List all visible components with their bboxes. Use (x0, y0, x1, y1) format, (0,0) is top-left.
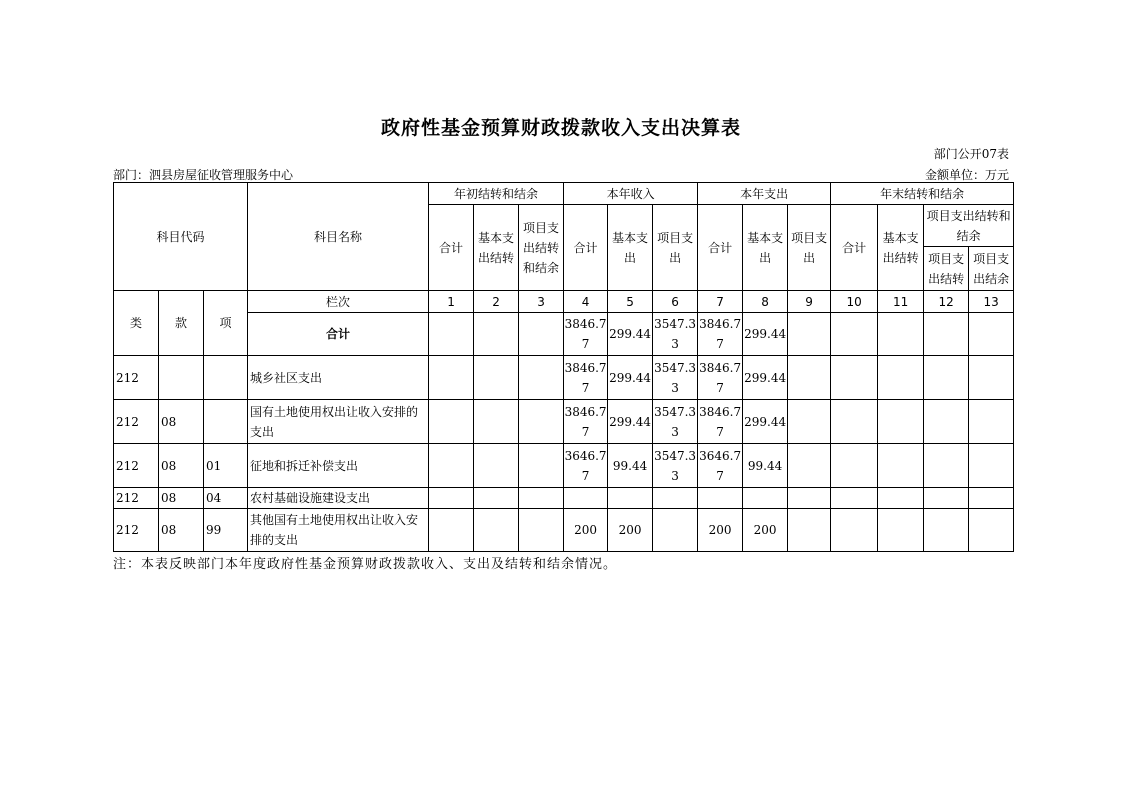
row-cell (429, 444, 474, 488)
row-cell (969, 488, 1014, 509)
row-cell: 299.44 (743, 356, 788, 400)
total-cell (429, 313, 474, 356)
header-xiang: 项 (204, 291, 248, 356)
row-cell (519, 488, 564, 509)
column-number: 5 (608, 291, 653, 313)
column-number: 2 (474, 291, 519, 313)
row-cell: 299.44 (608, 400, 653, 444)
row-cell (878, 488, 924, 509)
header-expense-basic: 基本支出 (743, 205, 788, 291)
row-lei: 212 (114, 444, 159, 488)
column-number: 7 (698, 291, 743, 313)
header-expense-project: 项目支出 (788, 205, 831, 291)
row-cell (608, 488, 653, 509)
row-cell (831, 488, 878, 509)
header-begin-basic: 基本支出结转 (474, 205, 519, 291)
header-subject-code: 科目代码 (114, 183, 248, 291)
row-cell (788, 444, 831, 488)
row-cell (743, 488, 788, 509)
column-number: 4 (564, 291, 608, 313)
row-subject-name: 国有土地使用权出让收入安排的支出 (248, 400, 429, 444)
total-cell (831, 313, 878, 356)
row-cell (878, 356, 924, 400)
row-cell (564, 488, 608, 509)
row-cell (429, 356, 474, 400)
column-number: 12 (924, 291, 969, 313)
header-end-basic: 基本支出结转 (878, 205, 924, 291)
column-number: 8 (743, 291, 788, 313)
row-cell: 3846.77 (698, 400, 743, 444)
page-title: 政府性基金预算财政拨款收入支出决算表 (380, 117, 741, 139)
row-cell: 3646.77 (564, 444, 608, 488)
row-cell: 3846.77 (564, 356, 608, 400)
row-cell (831, 400, 878, 444)
row-cell (878, 444, 924, 488)
total-cell (519, 313, 564, 356)
header-end-project: 项目支出结转和结余 (924, 205, 1014, 247)
header-end-total: 合计 (831, 205, 878, 291)
row-cell: 3547.33 (653, 444, 698, 488)
column-number: 3 (519, 291, 564, 313)
table-row (114, 509, 1014, 552)
row-cell: 200 (564, 509, 608, 552)
row-cell (831, 444, 878, 488)
row-xiang (204, 400, 248, 444)
row-cell: 299.44 (608, 356, 653, 400)
row-cell (474, 400, 519, 444)
total-cell (474, 313, 519, 356)
total-cell: 3547.33 (653, 313, 698, 356)
row-lei: 212 (114, 400, 159, 444)
row-xiang: 99 (204, 509, 248, 552)
row-lei: 212 (114, 356, 159, 400)
row-cell: 200 (743, 509, 788, 552)
row-cell (924, 356, 969, 400)
row-xiang: 01 (204, 444, 248, 488)
row-cell (924, 509, 969, 552)
row-cell: 3846.77 (698, 356, 743, 400)
total-cell (969, 313, 1014, 356)
column-number: 11 (878, 291, 924, 313)
row-cell (969, 444, 1014, 488)
row-cell (924, 444, 969, 488)
row-cell (924, 400, 969, 444)
header-end-project-carry: 项目支出结转 (924, 247, 969, 291)
row-xiang: 04 (204, 488, 248, 509)
table-row (114, 444, 1014, 488)
row-cell: 299.44 (743, 400, 788, 444)
row-cell (429, 400, 474, 444)
row-cell: 99.44 (743, 444, 788, 488)
row-cell (969, 400, 1014, 444)
row-cell (474, 444, 519, 488)
header-expense-total: 合计 (698, 205, 743, 291)
budget-table (113, 182, 1014, 552)
row-cell: 3646.77 (698, 444, 743, 488)
total-cell (788, 313, 831, 356)
row-cell (429, 488, 474, 509)
row-cell (698, 488, 743, 509)
table-row (114, 488, 1014, 509)
header-income-basic: 基本支出 (608, 205, 653, 291)
row-cell (831, 509, 878, 552)
row-cell: 3846.77 (564, 400, 608, 444)
row-cell: 3547.33 (653, 400, 698, 444)
header-income-project: 项目支出 (653, 205, 698, 291)
row-cell (429, 509, 474, 552)
row-xiang (204, 356, 248, 400)
row-cell (474, 488, 519, 509)
row-cell (878, 400, 924, 444)
row-kuan: 08 (159, 509, 204, 552)
row-cell: 200 (608, 509, 653, 552)
row-kuan: 08 (159, 444, 204, 488)
row-kuan (159, 356, 204, 400)
row-cell (474, 509, 519, 552)
total-cell (924, 313, 969, 356)
header-subject-name: 科目名称 (248, 183, 429, 291)
row-subject-name: 征地和拆迁补偿支出 (248, 444, 429, 488)
header-group-expense: 本年支出 (698, 183, 831, 205)
header-begin-total: 合计 (429, 205, 474, 291)
column-number-label: 栏次 (248, 291, 429, 313)
amount-unit-label: 金额单位：万元 (924, 168, 1009, 182)
row-subject-name: 其他国有土地使用权出让收入安排的支出 (248, 509, 429, 552)
column-number: 9 (788, 291, 831, 313)
header-end-project-balance: 项目支出结余 (969, 247, 1014, 291)
row-cell (519, 509, 564, 552)
row-cell (788, 356, 831, 400)
total-cell: 299.44 (608, 313, 653, 356)
row-cell (788, 400, 831, 444)
column-number: 6 (653, 291, 698, 313)
row-lei: 212 (114, 488, 159, 509)
header-lei: 类 (114, 291, 159, 356)
column-number: 1 (429, 291, 474, 313)
row-kuan: 08 (159, 400, 204, 444)
column-number: 13 (969, 291, 1014, 313)
row-cell (519, 444, 564, 488)
row-cell: 99.44 (608, 444, 653, 488)
row-cell (969, 356, 1014, 400)
total-cell: 3846.77 (698, 313, 743, 356)
row-cell (831, 356, 878, 400)
total-cell: 299.44 (743, 313, 788, 356)
header-income-total: 合计 (564, 205, 608, 291)
header-group-end: 年末结转和结余 (831, 183, 1014, 205)
row-cell (653, 509, 698, 552)
row-cell (653, 488, 698, 509)
form-number: 部门公开07表 (933, 147, 1009, 161)
total-cell (878, 313, 924, 356)
column-number: 10 (831, 291, 878, 313)
row-kuan: 08 (159, 488, 204, 509)
header-group-begin: 年初结转和结余 (429, 183, 564, 205)
row-cell (878, 509, 924, 552)
department-label: 部门：泗县房屋征收管理服务中心 (113, 168, 294, 182)
row-cell (474, 356, 519, 400)
table-row (114, 400, 1014, 444)
row-cell (969, 509, 1014, 552)
row-cell (924, 488, 969, 509)
table-footnote: 注：本表反映部门本年度政府性基金预算财政拨款收入、支出及结转和结余情况。 (113, 557, 618, 572)
row-cell (788, 509, 831, 552)
header-group-income: 本年收入 (564, 183, 698, 205)
row-cell (519, 400, 564, 444)
header-kuan: 款 (159, 291, 204, 356)
total-cell: 3846.77 (564, 313, 608, 356)
row-subject-name: 城乡社区支出 (248, 356, 429, 400)
row-subject-name: 农村基础设施建设支出 (248, 488, 429, 509)
row-cell (788, 488, 831, 509)
row-cell (519, 356, 564, 400)
total-row-label: 合计 (248, 313, 429, 356)
row-cell: 3547.33 (653, 356, 698, 400)
row-cell: 200 (698, 509, 743, 552)
header-begin-project: 项目支出结转和结余 (519, 205, 564, 291)
row-lei: 212 (114, 509, 159, 552)
table-row (114, 356, 1014, 400)
